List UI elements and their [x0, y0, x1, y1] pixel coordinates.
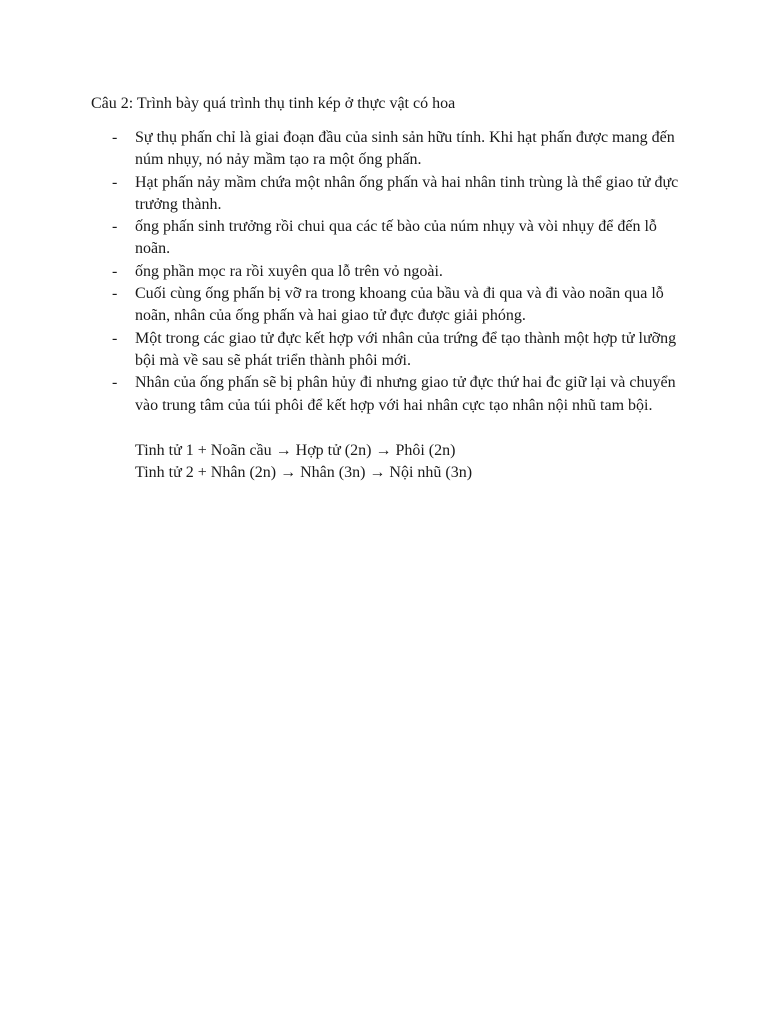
list-item-text: ống phần mọc ra rồi xuyên qua lỗ trên vỏ ngoài. — [135, 262, 443, 280]
bullet-list — [112, 127, 692, 417]
list-item — [112, 372, 692, 417]
bullet-marker: - — [112, 329, 118, 347]
list-item — [112, 261, 692, 283]
bullet-marker: - — [112, 262, 118, 280]
formula-line: Tinh tử 2 + Nhân (2n) → Nhân (3n) → Nội nhũ (3n) — [135, 464, 473, 482]
list-item-text: Cuối cùng ống phấn bị vỡ ra trong khoang của bầu và đi qua và đi vào noãn qua lỗ noãn, nhân của ống phấn và hai giao tử đực được giải phóng. — [135, 285, 664, 325]
bullet-marker: - — [112, 173, 118, 191]
bullet-marker: - — [112, 374, 118, 392]
formula-block — [135, 440, 472, 485]
question-title: Câu 2: Trình bày quá trình thụ tinh kép ở thực vật có hoa — [91, 95, 456, 112]
list-item-text: Sự thụ phấn chỉ là giai đoạn đầu của sinh sản hữu tính. Khi hạt phấn được mang đến núm nhụy, nó nảy mầm tạo ra một ống phấn. — [135, 129, 675, 169]
list-item — [112, 127, 692, 172]
list-item-text: Nhân của ống phấn sẽ bị phân hủy đi nhưng giao tử đực thứ hai đc giữ lại và chuyển vào trung tâm của túi phôi để kết hợp với hai nhân cực tạo nhân nội nhũ tam bội. — [135, 374, 676, 414]
bullet-marker: - — [112, 285, 118, 303]
list-item — [112, 328, 692, 373]
formula-line: Tinh tử 1 + Noãn cầu → Hợp tử (2n) → Phôi (2n) — [135, 442, 456, 459]
list-item — [112, 172, 692, 217]
list-item-text: Hạt phấn nảy mầm chứa một nhân ống phấn và hai nhân tinh trùng là thể giao tử đực trưởng thành. — [135, 173, 679, 213]
list-item-text: Một trong các giao tử đực kết hợp với nhân của trứng để tạo thành một hợp tử lưỡng bội mà về sau sẽ phát triển thành phôi mới. — [135, 329, 677, 369]
bullet-marker: - — [112, 218, 118, 236]
list-item — [112, 283, 692, 328]
list-item-text: ống phấn sinh trưởng rồi chui qua các tế bào của núm nhụy và vòi nhụy để đến lỗ noãn. — [135, 218, 657, 258]
bullet-marker: - — [112, 129, 118, 146]
list-item — [112, 216, 692, 261]
